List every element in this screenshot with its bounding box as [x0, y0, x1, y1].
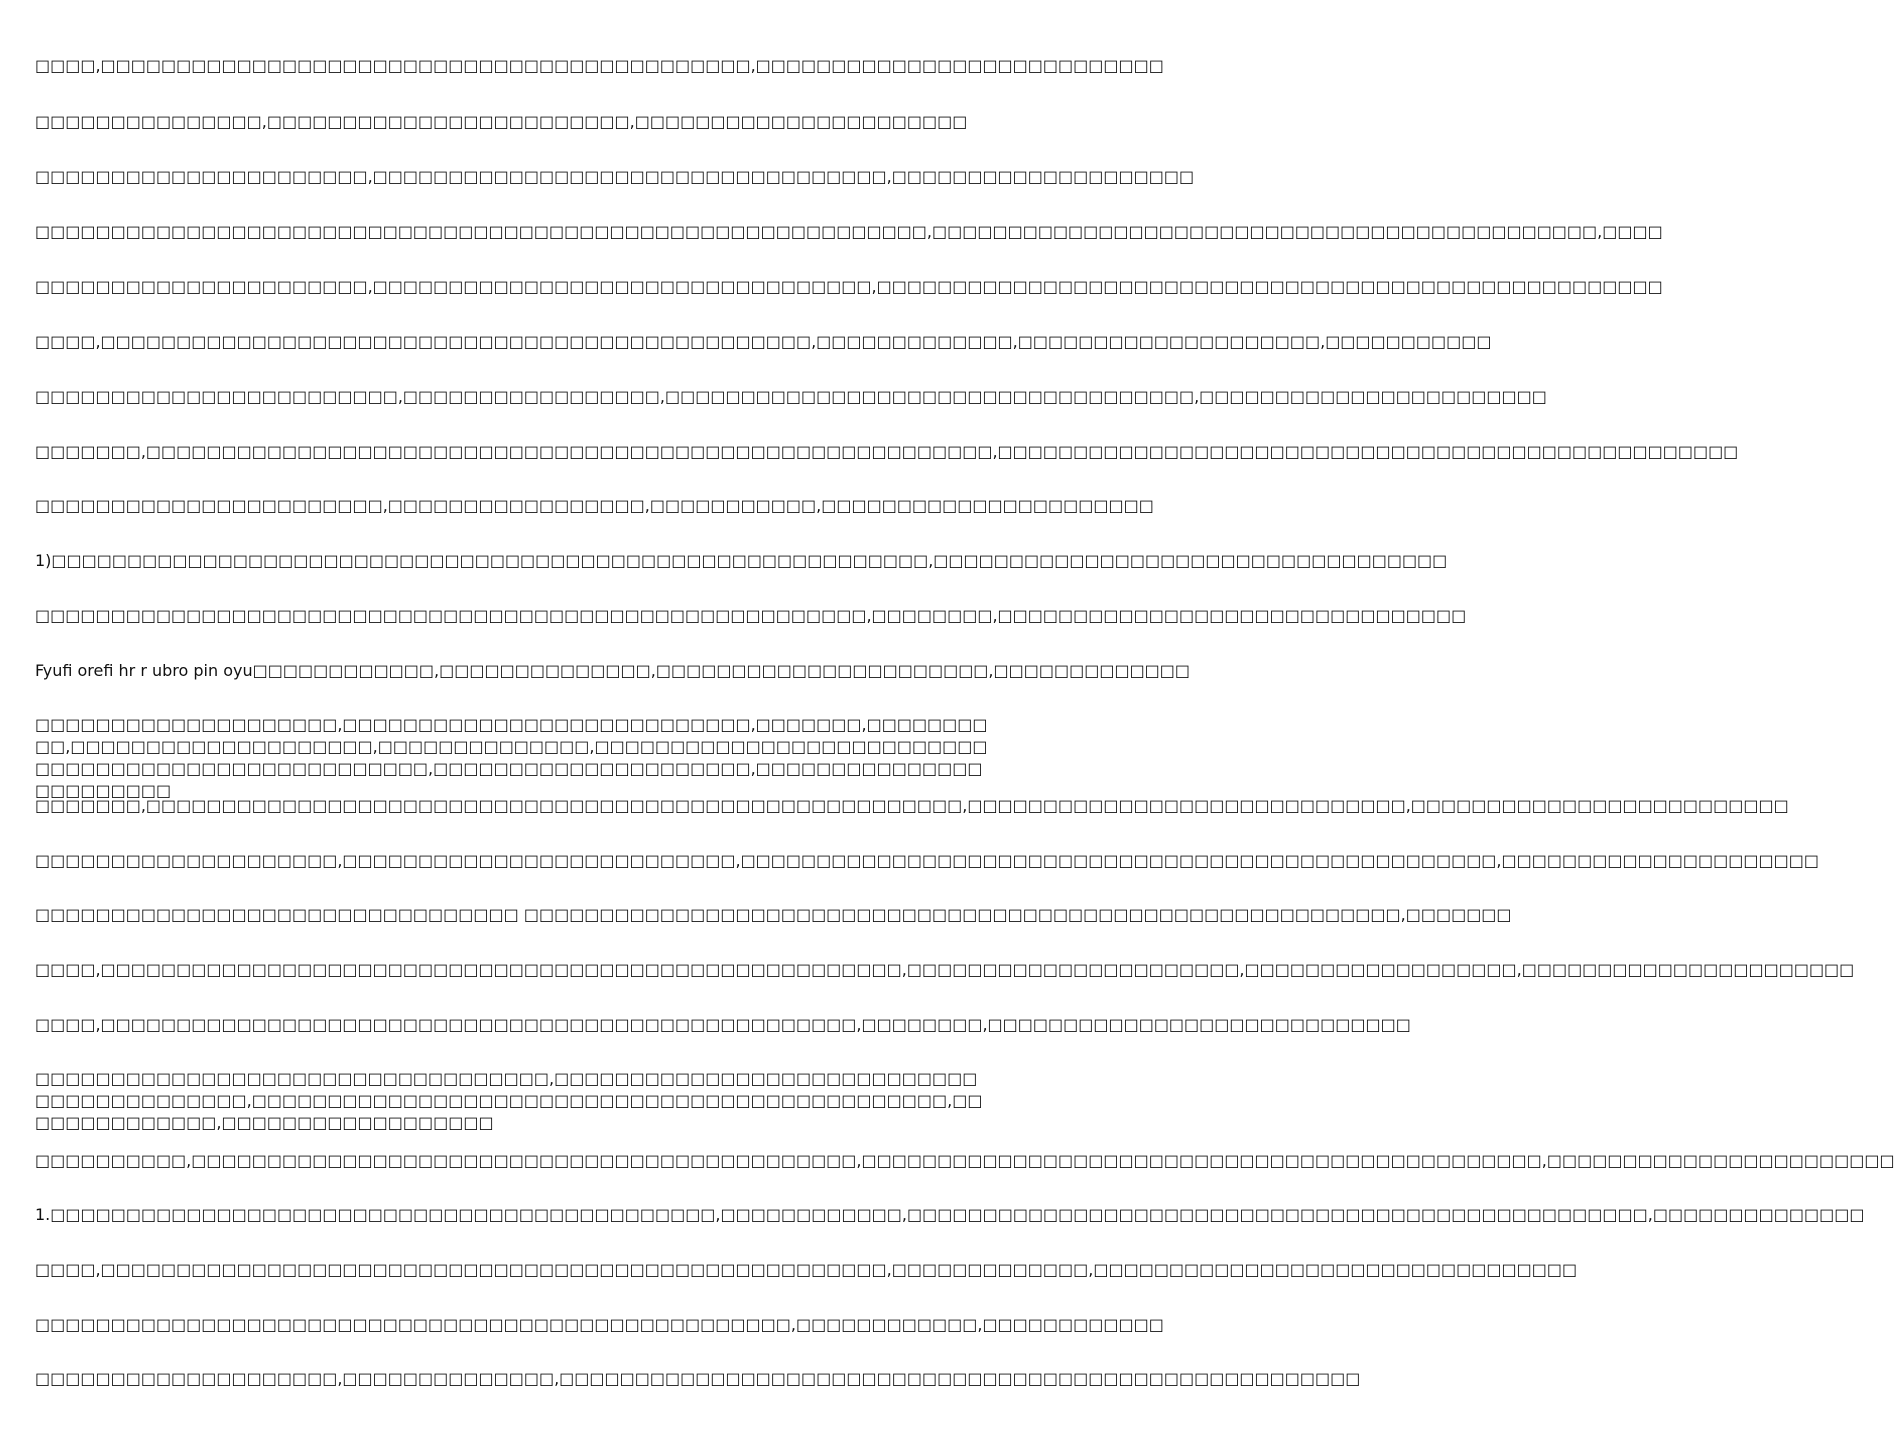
text-line: □□□□□□□,□□□□□□□□□□□□□□□□□□□□□□□□□□□□□□□□□□□□□□□□□□□□□□□□□□□□□□,□□□□□□□□□□□□□□□□□□□□□□□□□□□□□,□□□□□□□□□□□□□□□□□□□□□□□□□: [35, 796, 1789, 815]
text-line: □□□□,□□□□□□□□□□□□□□□□□□□□□□□□□□□□□□□□□□□□□□□□□□□□□□□□□□□□□,□□□□□□□□□□□□□□□□□□□□□□,□□□□□□□□□□□□□□□□□□,□□□□□□□□□□□□□□□□□□□□□□: [35, 960, 1855, 979]
text-line: □□□□,□□□□□□□□□□□□□□□□□□□□□□□□□□□□□□□□□□□□□□□□□□□□□□□,□□□□□□□□□□□□□,□□□□□□□□□□□□□□□□□□□□,□□□□□□□□□□□: [35, 332, 1492, 351]
text-line: □□□□,□□□□□□□□□□□□□□□□□□□□□□□□□□□□□□□□□□□□□□□□□□□□□□□□□□,□□□□□□□□,□□□□□□□□□□□□□□□□□□□□□□□□□□□□: [35, 1015, 1411, 1034]
text-line: 1.□□□□□□□□□□□□□□□□□□□□□□□□□□□□□□□□□□□□□□□□□□□□,□□□□□□□□□□□□,□□□□□□□□□□□□□□□□□□□□□□□□□□□□□□□□□□□□□□□□□□□□□□□□□,□□□□□□□□□□□□□□: [35, 1205, 1865, 1224]
text-line: □□□□□□□□□□,□□□□□□□□□□□□□□□□□□□□□□□□□□□□□□□□□□□□□□□□□□□□,□□□□□□□□□□□□□□□□□□□□□□□□□□□□□□□□□□□□□□□□□□□□□,□□□□□□□□□□□□□□□□□□□□□□□: [35, 1151, 1895, 1170]
text-line: □□□□□□□□□□□□□□□□□□□□□□□□□□□□□□□□□□□□□□□□□□□□□□□□□□□□□□□,□□□□□□□□,□□□□□□□□□□□□□□□□□□□□□□□□□□□□□□□: [35, 606, 1467, 625]
text-line: □□□□□□□□□□□□□□□□□□□□□□□□□□□□□□□□□□□□□□□□□□□□□□□□□□,□□□□□□□□□□□□,□□□□□□□□□□□□: [35, 1315, 1164, 1334]
text-line: □□□□□□□□□□□□□□□□□□□□□□□□□□□□□□□□ □□□□□□□□□□□□□□□□□□□□□□□□□□□□□□□□□□□□□□□□□□□□□□□□□□□□□□□□□□,□□□□□□□: [35, 905, 1512, 924]
text-line: □□□□,□□□□□□□□□□□□□□□□□□□□□□□□□□□□□□□□□□□□□□□□□□□,□□□□□□□□□□□□□□□□□□□□□□□□□□□: [35, 56, 1164, 75]
text-line: □□□□□□□□□□□□□□□□□□□□□□,□□□□□□□□□□□□□□□□□□□□□□□□□□□□□□□□□□,□□□□□□□□□□□□□□□□□□□□: [35, 167, 1195, 186]
text-line: □□□□□□□□□□□□□□□□□□□□□□,□□□□□□□□□□□□□□□□□□□□□□□□□□□□□□□□□,□□□□□□□□□□□□□□□□□□□□□□□□□□□□□□□□□□□□□□□□□□□□□□□□□□□□: [35, 277, 1663, 296]
text-line: □□□□□□□□□□□□□□□□□□□□,□□□□□□□□□□□□□□,□□□□□□□□□□□□□□□□□□□□□□□□□□□□□□□□□□□□□□□□□□□□□□□□□□□□□: [35, 1369, 1361, 1388]
text-line: Fyufi orefi hr r ubro pin oyu□□□□□□□□□□□□,□□□□□□□□□□□□□□,□□□□□□□□□□□□□□□□□□□□□□,□□□□□□□□□□□□□: [35, 661, 1191, 680]
text-paragraph: □□□□□□□□□□□□□□□□□□□□□□□□□□□□□□□□□□,□□□□□□□□□□□□□□□□□□□□□□□□□□□□□□□□□□□□□□□□□□,□□□□□□□□□□□□□□□□□□□□□□□□□□□□□□□□□□□□□□□□□□□□□□,□□□□□□□□□□□□□□,□□□□□□□□□□□□□□□□□□: [35, 1069, 983, 1132]
document-page: [35, 0, 1895, 1449]
text-paragraph: □□□□□□□□□□□□□□□□□□□□,□□□□□□□□□□□□□□□□□□□□□□□□□□□,□□□□□□□,□□□□□□□□□□,□□□□□□□□□□□□□□□□□□□□,□□□□□□□□□□□□□□,□□□□□□□□□□□□□□□□□□□□□□□□□□□□□□□□□□□□□□□□□□□□□□□□□□□□,□□□□□□□□□□□□□□□□□□□□□,□□□□□□□□□□□□□□□□□□□□□□□□: [35, 715, 988, 800]
text-line: □□□□□□□□□□□□□□□□□□□□□□□□□□□□□□□□□□□□□□□□□□□□□□□□□□□□□□□□□□□,□□□□□□□□□□□□□□□□□□□□□□□□□□□□□□□□□□□□□□□□□□□□,□□□□: [35, 222, 1663, 241]
text-line: □□□□□□□□□□□□□□□,□□□□□□□□□□□□□□□□□□□□□□□□,□□□□□□□□□□□□□□□□□□□□□□: [35, 112, 968, 131]
text-line: □□□□,□□□□□□□□□□□□□□□□□□□□□□□□□□□□□□□□□□□□□□□□□□□□□□□□□□□□,□□□□□□□□□□□□□,□□□□□□□□□□□□□□□□□□□□□□□□□□□□□□□□: [35, 1260, 1578, 1279]
text-line: □□□□□□□□□□□□□□□□□□□□□□□,□□□□□□□□□□□□□□□□□,□□□□□□□□□□□,□□□□□□□□□□□□□□□□□□□□□□: [35, 496, 1154, 515]
text-line: 1)□□□□□□□□□□□□□□□□□□□□□□□□□□□□□□□□□□□□□□□□□□□□□□□□□□□□□□□□□□,□□□□□□□□□□□□□□□□□□□□□□□□□□□□□□□□□□: [35, 551, 1448, 570]
text-line: □□□□□□□□□□□□□□□□□□□□□□□□,□□□□□□□□□□□□□□□□□,□□□□□□□□□□□□□□□□□□□□□□□□□□□□□□□□□□□,□□□□□□□□□□□□□□□□□□□□□□□: [35, 387, 1547, 406]
text-line: □□□□□□□□□□□□□□□□□□□□,□□□□□□□□□□□□□□□□□□□□□□□□□□,□□□□□□□□□□□□□□□□□□□□□□□□□□□□□□□□□□□□□□□□□□□□□□□□□□,□□□□□□□□□□□□□□□□□□□□□: [35, 851, 1819, 870]
text-line: □□□□□□□,□□□□□□□□□□□□□□□□□□□□□□□□□□□□□□□□□□□□□□□□□□□□□□□□□□□□□□□□,□□□□□□□□□□□□□□□□□□□□□□□□□□□□□□□□□□□□□□□□□□□□□□□□□: [35, 442, 1739, 461]
